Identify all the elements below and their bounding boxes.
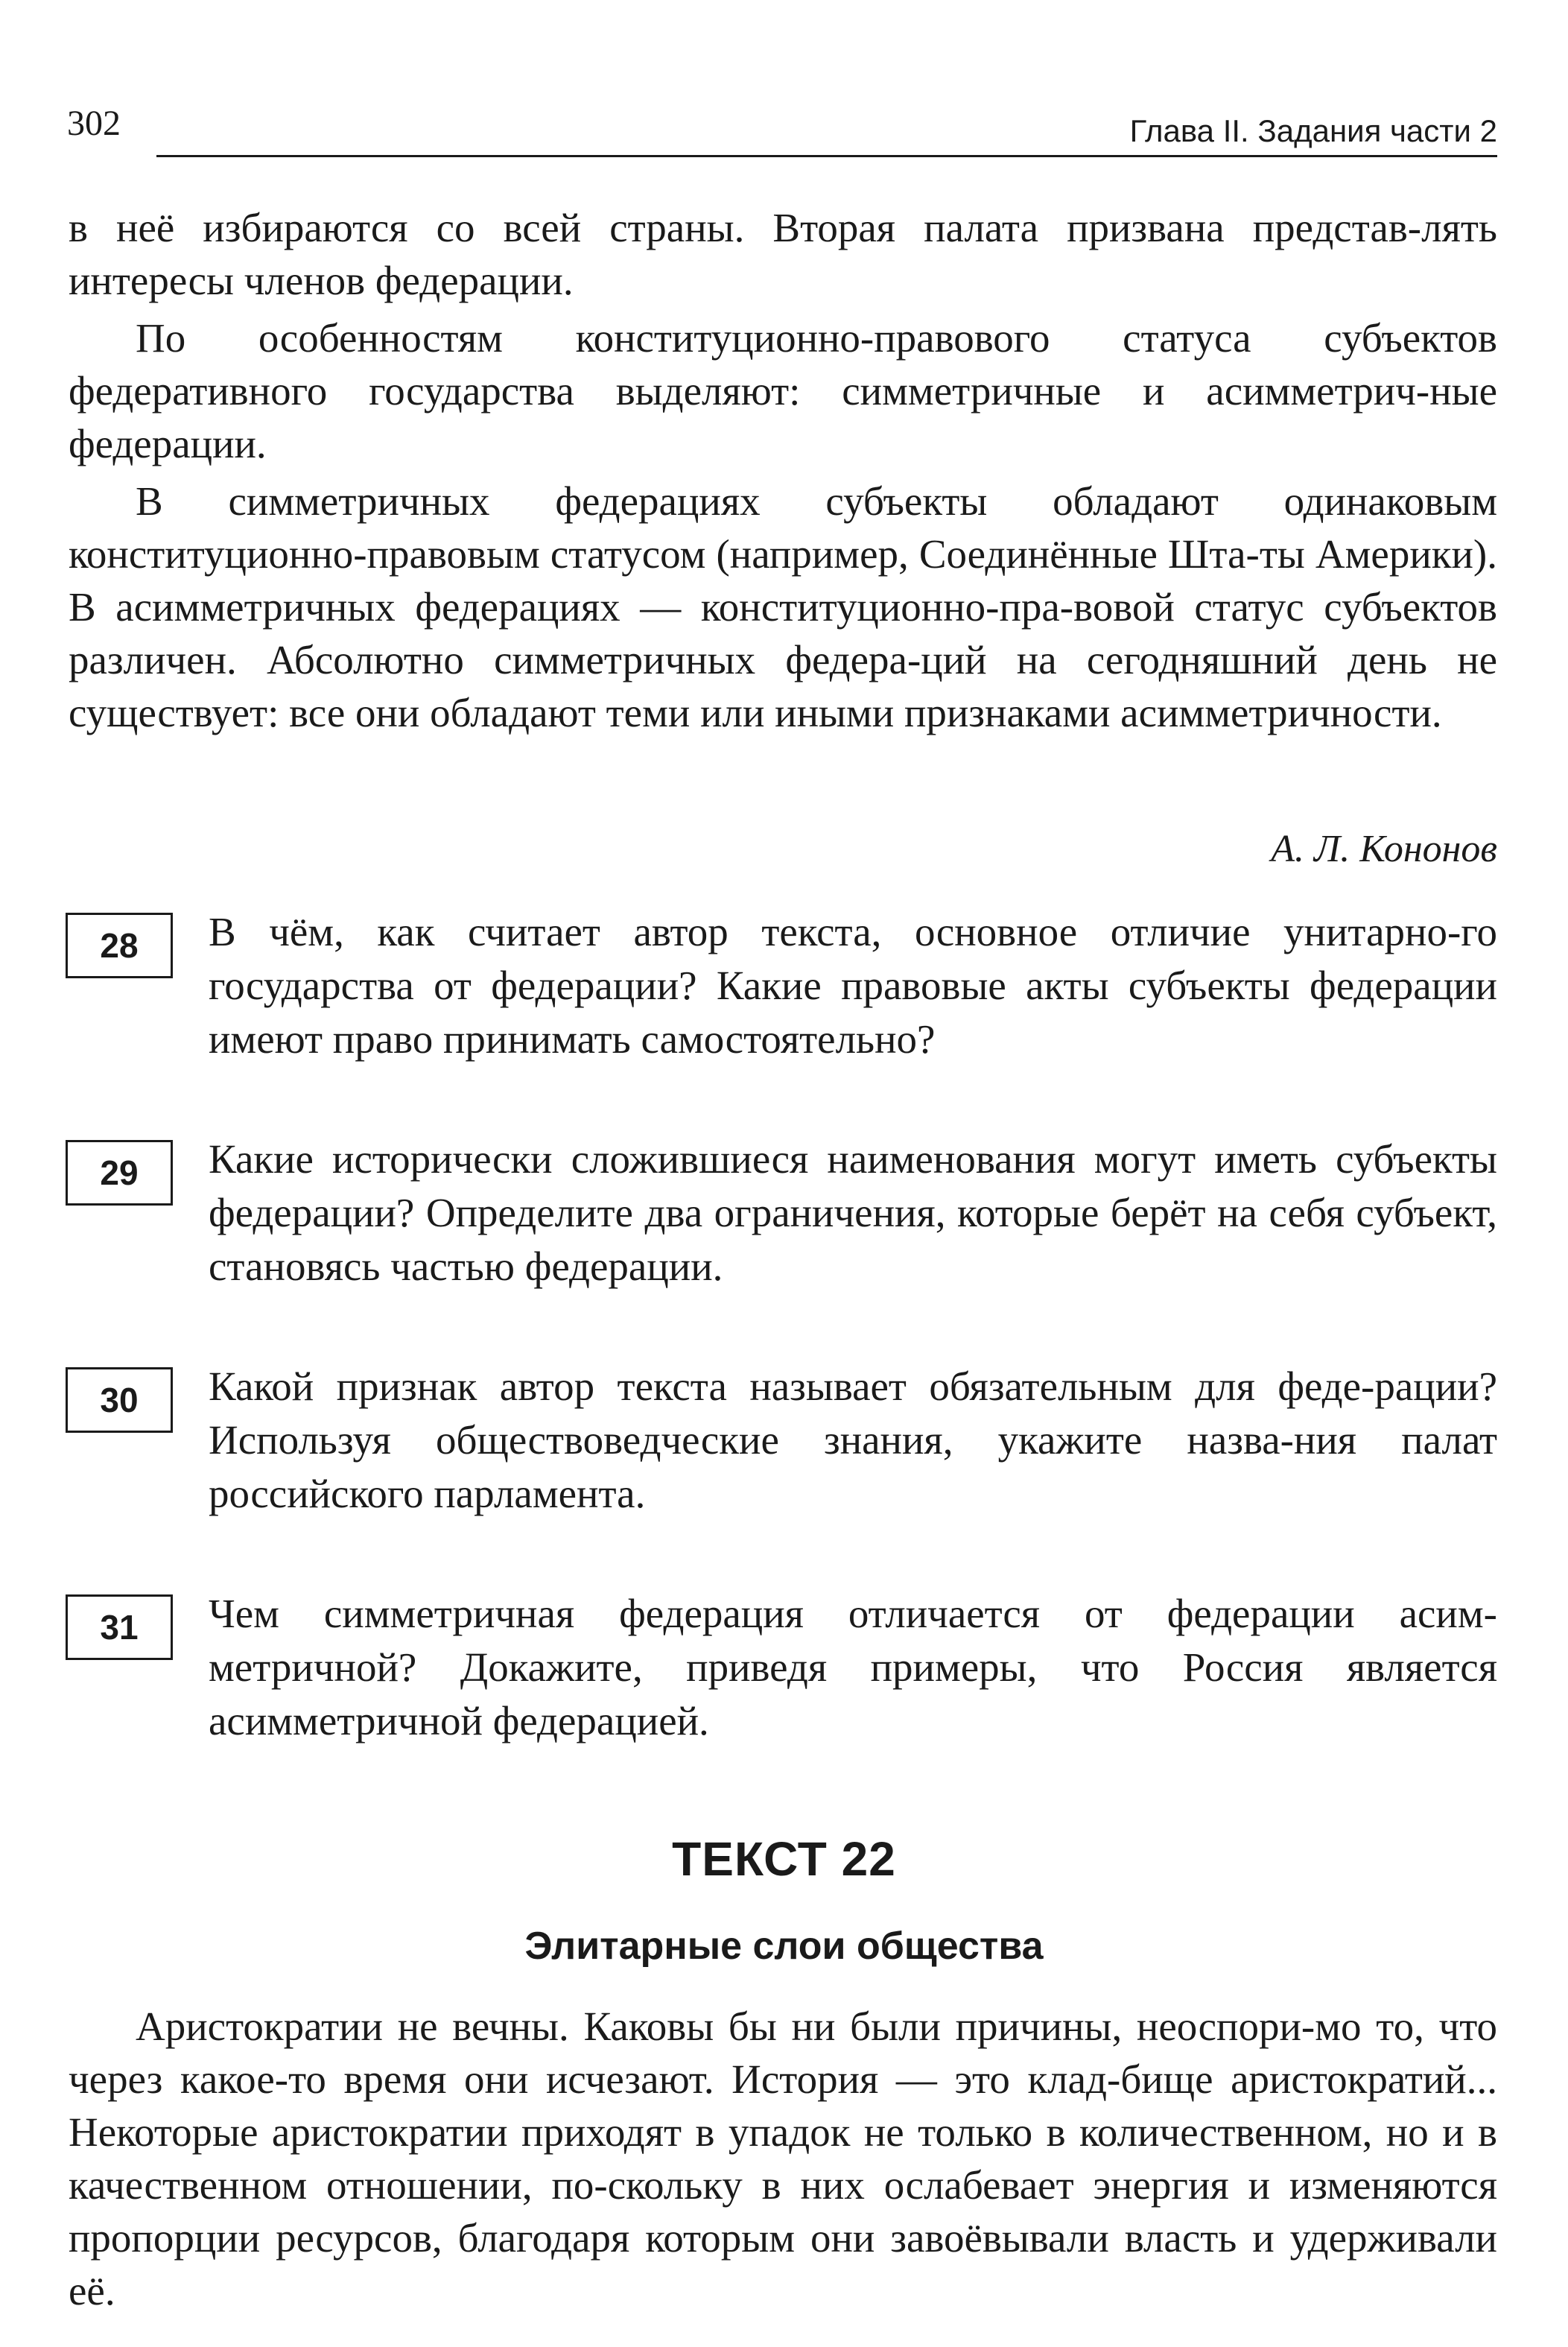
page-number: 302 — [67, 104, 121, 143]
header-rule — [156, 155, 1497, 157]
text-21-body — [69, 201, 1497, 739]
question-text: Чем симметричная федерация отличается от федерации асим-метричной? Докажите, приведя примеры, что Россия является асимметричной федерацией. — [209, 1591, 1497, 1743]
paragraph-2: По особенностям конституционно-правового статуса субъектов федеративного государства выделяют: симметричные и асимметрич-ные федерации. — [69, 315, 1497, 466]
section-title: ТЕКСТ 22 — [672, 1832, 896, 1886]
question-number-box: 30 — [66, 1367, 173, 1433]
page-header — [67, 97, 1497, 164]
text-22-body — [69, 2000, 1497, 2317]
question-text: В чём, как считает автор текста, основное отличие унитарно-го государства от федерации? Какие правовые акты субъекты федерации имеют право принимать самостоятельно? — [209, 909, 1497, 1062]
question-number-box: 29 — [66, 1140, 173, 1206]
author-signature: А. Л. Кононов — [1271, 828, 1497, 870]
question-28 — [66, 905, 1497, 1077]
question-text: Какой признак автор текста называет обязательным для феде-рации? Используя обществоведческие знания, укажите назва-ния палат российского парламента. — [209, 1363, 1497, 1516]
paragraph-3: В симметричных федерациях субъекты обладают одинаковым конституционно-правовым статусом (например, Соединённые Шта-ты Америки). В асимметричных федерациях — конституционно-пра-вовой статус субъектов различен. Абсолютно симметричных федера-ций на сегодняшний день не существует: все они обладают теми или иными признаками асимметричности. — [69, 478, 1497, 735]
section-subtitle: Элитарные слои общества — [524, 1925, 1044, 1968]
paragraph-1: в неё избираются со всей страны. Вторая палата призвана представ-лять интересы членов федерации. — [69, 205, 1497, 303]
question-text: Какие исторически сложившиеся наименования могут иметь субъекты федерации? Определите два ограничения, которые берёт на себя субъект, становясь частью федерации. — [209, 1136, 1497, 1289]
question-29 — [66, 1133, 1497, 1304]
question-number-box: 31 — [66, 1594, 173, 1660]
question-31 — [66, 1587, 1497, 1758]
question-30 — [66, 1360, 1497, 1531]
question-number-box: 28 — [66, 913, 173, 978]
chapter-title: Глава II. Задания части 2 — [1129, 113, 1497, 148]
paragraph-text-22: Аристократии не вечны. Каковы бы ни были причины, неоспори-мо то, что через какое-то время они исчезают. История — это клад-бище аристократий... Некоторые аристократии приходят в упадок не только в количественном, но и в качественном отношении, по-скольку в них ослабевает энергия и изменяются пропорции ресурсов, благодаря которым они завоёвывали власть и удерживали её. — [69, 2004, 1497, 2313]
